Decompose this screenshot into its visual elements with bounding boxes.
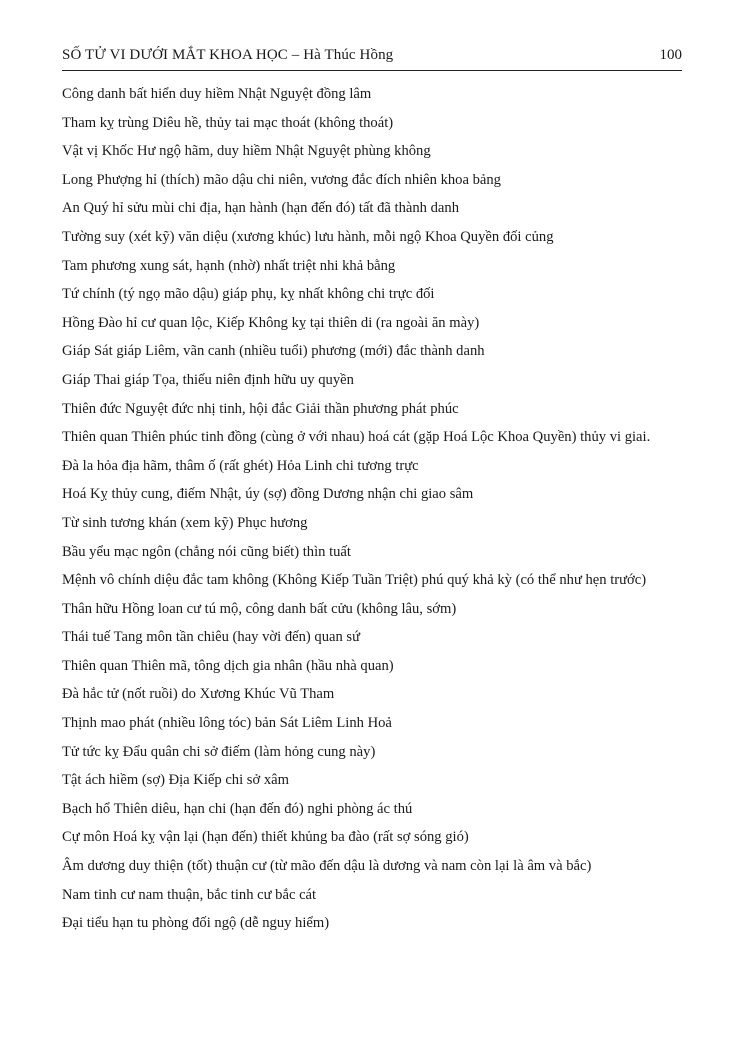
verse-line: Bầu yểu mạc ngôn (chẳng nói cũng biết) thìn tuất: [62, 543, 351, 560]
verse-list: [62, 84, 680, 942]
verse-line: An Quý hỉ sửu mùi chi địa, hạn hành (hạn đến đó) tất đã thành danh: [62, 200, 459, 217]
verse-line: Thiên quan Thiên phúc tinh đồng (cùng ở với nhau) hoá cát (gặp Hoá Lộc Khoa Quyền) thủy vi giai.: [62, 429, 651, 446]
verse-line: Công danh bất hiển duy hiềm Nhật Nguyệt đồng lâm: [62, 86, 372, 102]
verse-line: Tham kỵ trùng Diêu hề, thủy tai mạc thoát (không thoát): [62, 114, 394, 131]
running-title: SỐ TỬ VI DƯỚI MẮT KHOA HỌC – Hà Thúc Hồng: [62, 47, 394, 63]
verse-line: Cự môn Hoá kỵ vận lại (hạn đến) thiết khủng ba đào (rất sợ sóng gió): [62, 829, 469, 846]
verse-line: Đại tiểu hạn tu phòng đối ngộ (dễ nguy hiểm): [62, 915, 330, 932]
verse-line: Long Phượng hỉ (thích) mão dậu chi niên, vương đắc đích nhiên khoa bảng: [62, 171, 501, 188]
verse-line: Hồng Đào hỉ cư quan lộc, Kiếp Không kỵ tại thiên di (ra ngoài ăn mày): [62, 314, 480, 331]
verse-line: Hoá Kỵ thủy cung, điếm Nhật, úy (sợ) đồng Dương nhận chi giao sâm: [62, 486, 474, 503]
page-number: 100: [659, 47, 682, 63]
verse-line: Tật ách hiềm (sợ) Địa Kiếp chi sở xâm: [62, 772, 289, 789]
verse-line: Tường suy (xét kỹ) văn diệu (xương khúc) lưu hành, mỗi ngộ Khoa Quyền đối củng: [62, 228, 554, 245]
verse-line: Giáp Thai giáp Tọa, thiếu niên định hữu uy quyền: [62, 371, 354, 388]
verse-line: Tử tức kỵ Đẩu quân chi sở điếm (làm hỏng cung này): [62, 743, 376, 760]
verse-line: Tam phương xung sát, hạnh (nhờ) nhất triệt nhi khả bằng: [62, 257, 396, 274]
verse-line: Thịnh mao phát (nhiều lông tóc) bản Sát Liêm Linh Hoả: [62, 715, 392, 732]
verse-line: Đà hắc tử (nốt ruồi) do Xương Khúc Vũ Tham: [62, 686, 335, 703]
verse-line: Đà la hỏa địa hãm, thâm ố (rất ghét) Hỏa Linh chi tương trực: [62, 457, 419, 474]
verse-line: Tứ chính (tý ngọ mão dậu) giáp phụ, kỵ nhất không chi trực đối: [62, 286, 435, 303]
verse-line: Vật vị Khốc Hư ngộ hãm, duy hiềm Nhật Nguyệt phùng không: [62, 143, 431, 160]
verse-line: Từ sinh tương khán (xem kỹ) Phục hương: [62, 514, 308, 531]
verse-line: Mệnh vô chính diệu đắc tam không (Không Kiếp Tuần Triệt) phú quý khả kỳ (có thể như hẹn trước): [62, 572, 647, 589]
verse-line: Thiên đức Nguyệt đức nhị tinh, hội đắc Giải thần phương phát phúc: [62, 400, 459, 417]
page-header: [62, 44, 682, 71]
verse-line: Thiên quan Thiên mã, tông dịch gia nhân (hầu nhà quan): [62, 657, 394, 674]
verse-line: Bạch hổ Thiên diêu, hạn chi (hạn đến đó) nghi phòng ác thú: [62, 800, 413, 817]
verse-line: Nam tinh cư nam thuận, bắc tinh cư bắc cát: [62, 886, 317, 903]
verse-line: Thái tuế Tang môn tần chiêu (hay vời đến) quan sứ: [62, 629, 361, 646]
verse-line: Âm dương duy thiện (tốt) thuận cư (từ mão đến dậu là dương và nam còn lại là âm và bắc): [62, 858, 592, 875]
verse-line: Giáp Sát giáp Liêm, vãn canh (nhiều tuổi) phương (mới) đắc thành danh: [62, 343, 485, 360]
verse-line: Thân hữu Hồng loan cư tú mộ, công danh bất cửu (không lâu, sớm): [62, 600, 457, 617]
